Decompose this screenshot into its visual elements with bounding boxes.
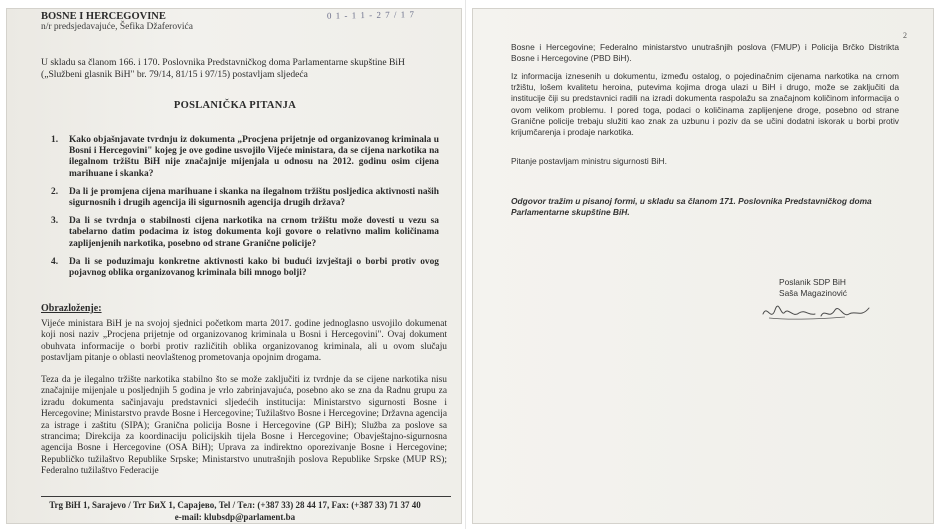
question-text: Kako objašnjavate tvrdnju iz dokumenta „Procjena prijetnje od organizovanog kriminala u Bosni i Hercegovini" kojeg je ove godine usvojilo Vijeće ministara, da se cijena narkotika na ilegalnom tržištu BiH nije značajnije mijenjala u odnosu na 2012. godinu osim cijena marihuane i skanka?	[69, 135, 439, 179]
footer-email: e-mail: klubsdp@parlament.ba	[174, 512, 296, 522]
addressee-line-2: n/r predsjedavajuće, Šefika Džaferovića	[41, 22, 193, 32]
rationale-title: Obrazloženje:	[41, 303, 102, 314]
signatory-name: Saša Magazinović	[779, 288, 847, 298]
questions-list	[51, 135, 439, 286]
question-text: Da li je promjena cijena marihuane i skanka na ilegalnom tržištu posljedica aktivnosti naših sigurnosnih i drugih agencija ili sigurnosnih agencija drugih država?	[69, 186, 439, 209]
page-number: 2	[903, 31, 907, 40]
question-item	[51, 216, 439, 250]
received-stamp: 0 1 - 1 1 - 2 7 / 1 7	[326, 9, 416, 21]
intro-paragraph: U skladu sa članom 166. i 170. Poslovnika Predstavničkog doma Parlamentarne skupštine BiH („Službeni glasnik BiH" br. 79/14, 81/15 i 97/15) postavljam sljedeća	[41, 57, 405, 80]
question-text: Da li se tvrdnja o stabilnosti cijena narkotika na crnom tržištu može dovesti u vezu sa tabelarno datim podacima iz istog dokumenta koji govore o relativno malim količinama zaplijenjenih narkotika, posebno od strane Graničnе policije?	[69, 216, 439, 249]
page-gap	[465, 0, 466, 529]
question-number: 3.	[51, 216, 59, 227]
footer-address: Trg BiH 1, Sarajevo / Trг БиХ 1, Сарајево, Tel / Тел: (+387 33) 28 44 17, Fax: (+387 33) 71 37 40	[49, 500, 421, 510]
response-request-note: Odgovor tražim u pisanoj formi, u skladu sa članom 171. Poslovnika Predstavničkog doma Parlamentarne skupštine BiH.	[511, 196, 872, 218]
question-item	[51, 135, 439, 180]
question-number: 4.	[51, 256, 59, 267]
continuation-paragraph: Bosne i Hercegovine; Federalno ministarstvo unutrašnjih poslova (FMUP) i Policija Brčko Distrikta Bosne i Hercegovine (PBD BiH).	[511, 42, 899, 64]
question-item	[51, 187, 439, 209]
handwritten-signature	[759, 296, 879, 326]
signatory-title: Poslanik SDP BiH	[779, 277, 846, 287]
body-paragraph: Iz informacija iznesenih u dokumentu, između ostalog, o pojedinačnim cijenama narkotika na crnom tržištu, lošem kvalitetu heroina, putevima kojima droga ulazi u BiH i drugo, može se zaključiti da institucije čiji su predstavnici radili na izradi dokumenta raspolažu sa značajnom količinom informacija o ovom velikom problemu. I pored toga, podaci o količinama zaplijenjene droge, posebno od strane Graničnе policije trebaju služiti kao znak za uzbunu i poziv da se učini dodatni iskorak u borbi protiv krijumčarenja i prodaje narkotika.	[511, 71, 899, 138]
question-number: 1.	[51, 135, 59, 145]
question-text: Da li se poduzimaju konkretne aktivnosti kako bi budući izvještaji o borbi protiv ovog pojavnog oblika organizovanog kriminala bili mnogo bolji?	[69, 256, 439, 279]
document-page-1	[6, 8, 462, 524]
addressee-line-1: BOSNE I HERCEGOVINE	[41, 11, 166, 22]
addressed-minister-line: Pitanje postavljam ministru sigurnosti BiH.	[511, 156, 667, 166]
question-item	[51, 257, 439, 279]
rationale-paragraph-1: Vijeće ministara BiH je na svojoj sjednici početkom marta 2017. godine jednoglasno usvojilo dokumenat koji nosi naziv „Procjena prijetnje od organizovanog kriminala u Bosni i Hercegovini". Ovaj dokument obuhvata informacije o borbi protiv različitih oblika organizovanog kriminala, ali u ovom slučaju postavljam pitanje o oblasti neovlaštenog prometovanja opojnim drogama.	[41, 319, 447, 364]
document-heading: POSLANIČKA PITANJA	[173, 100, 297, 111]
question-number: 2.	[51, 186, 59, 197]
rationale-paragraph-2: Teza da je ilegalno tržište narkotika stabilno što se može zaključiti iz tvrdnje da se cijene narkotika nisu značajnije mijenjale u posljednjih 5 godina je vrlo zabrinjavajuća, posebno ako se zna da Radnu grupu za izradu dokumenta sačinjavaju predstavnici sljedećih institucija: Ministarstvo sigurnosti Bosne i Hercegovine; Ministarstvo pravde Bosne i Hercegovine; Tužilaštvo Bosne i Hercegovine; Državna agencija za istrage i zaštitu (SIPA); Granična policija Bosne i Hercegovine (GP BiH); Služba za poslove sa strancima; Direkcija za koordinaciju policijskih tijela Bosne i Hercegovine; Obavještajno-sigurnosna agencija Bosne i Hercegovine (OSA BiH); Uprava za indirektno oporezivanje Bosne i Hercegovine; Republičko tužilaštvo Republike Srpske; Ministarstvo unutrašnjih poslova Republike Srpske (MUP RS); Federalno tužilaštvo Federacije	[41, 375, 447, 477]
document-page-2	[472, 8, 934, 524]
footer-divider	[41, 496, 451, 497]
